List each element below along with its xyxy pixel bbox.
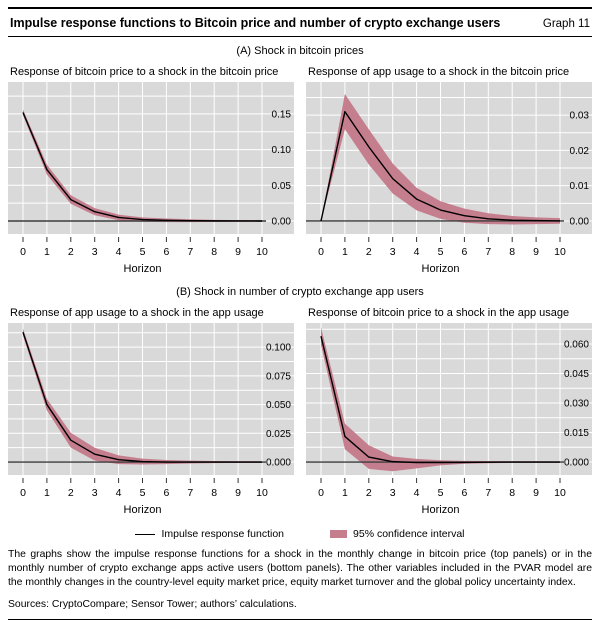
- panel-title: Response of app usage to a shock in the bitcoin price: [308, 66, 570, 78]
- svg-text:10: 10: [256, 246, 268, 258]
- svg-text:3: 3: [389, 487, 396, 499]
- svg-text:0.000: 0.000: [265, 457, 291, 469]
- figure-title: Impulse response functions to Bitcoin price and number of crypto exchange users: [10, 16, 501, 30]
- svg-text:0.15: 0.15: [271, 109, 291, 121]
- panel-bitcoin-to-appusage: [306, 66, 592, 278]
- panel-bitcoin-to-bitcoin: [8, 66, 294, 278]
- svg-text:5: 5: [437, 246, 444, 258]
- svg-text:0.030: 0.030: [563, 398, 589, 410]
- svg-text:8: 8: [211, 246, 218, 258]
- svg-text:3: 3: [389, 246, 396, 258]
- svg-text:0: 0: [318, 246, 324, 258]
- svg-text:4: 4: [115, 487, 122, 499]
- section-a-heading: (A) Shock in bitcoin prices: [236, 45, 364, 57]
- panel-appusage-to-appusage: [8, 307, 294, 519]
- panel-title: Response of bitcoin price to a shock in the app usage: [308, 307, 570, 319]
- svg-text:6: 6: [163, 246, 170, 258]
- irf-chart-bitcoin-to-appusage: [306, 82, 592, 278]
- svg-text:4: 4: [115, 246, 122, 258]
- figure-header: [8, 9, 592, 36]
- svg-text:0.060: 0.060: [563, 339, 589, 351]
- svg-text:0.00: 0.00: [271, 216, 291, 228]
- figure-footnote: The graphs show the impulse response functions for a shock in the monthly change in bitcoin price (top panels) or in the monthly number of crypto exchange apps active users (bottom panels). The other variables included in the PVAR model are the monthly changes in the country-level equity market price, equity market turnover and the global policy uncertainty index.: [8, 549, 592, 588]
- svg-text:6: 6: [461, 487, 468, 499]
- chart-legend: [8, 528, 592, 540]
- svg-text:10: 10: [554, 487, 566, 499]
- svg-text:6: 6: [163, 487, 170, 499]
- svg-text:0.02: 0.02: [569, 145, 589, 157]
- figure-sources: Sources: CryptoCompare; Sensor Tower; authors’ calculations.: [8, 599, 297, 611]
- irf-chart-bitcoin-to-bitcoin: [8, 82, 294, 278]
- irf-line-swatch-icon: [135, 534, 155, 535]
- svg-text:4: 4: [413, 246, 420, 258]
- confidence-band-swatch-icon: [330, 530, 347, 538]
- svg-text:Horizon: Horizon: [123, 263, 162, 275]
- svg-text:1: 1: [43, 246, 50, 258]
- panel-title: Response of app usage to a shock in the app usage: [10, 307, 264, 319]
- legend-item-confidence-band: [330, 528, 465, 540]
- svg-text:0.100: 0.100: [265, 342, 291, 354]
- svg-text:3: 3: [91, 246, 98, 258]
- graph-number: Graph 11: [542, 18, 590, 30]
- svg-text:7: 7: [187, 487, 194, 499]
- svg-text:0.015: 0.015: [563, 428, 589, 440]
- legend-item-irf-line: [135, 528, 284, 540]
- svg-text:0.000: 0.000: [563, 457, 589, 469]
- svg-text:9: 9: [533, 246, 540, 258]
- svg-text:0.050: 0.050: [265, 400, 291, 412]
- svg-text:0: 0: [20, 487, 26, 499]
- svg-text:0.025: 0.025: [265, 428, 291, 440]
- svg-text:1: 1: [341, 487, 348, 499]
- svg-text:Horizon: Horizon: [421, 504, 460, 516]
- svg-text:0.075: 0.075: [265, 371, 291, 383]
- section-b-heading: (B) Shock in number of crypto exchange app users: [176, 286, 424, 298]
- panel-row-top: [8, 66, 592, 278]
- svg-text:0: 0: [20, 246, 26, 258]
- svg-text:Horizon: Horizon: [421, 263, 460, 275]
- svg-text:1: 1: [341, 246, 348, 258]
- svg-text:9: 9: [533, 487, 540, 499]
- svg-text:2: 2: [365, 487, 372, 499]
- svg-text:3: 3: [91, 487, 98, 499]
- legend-label-band: 95% confidence interval: [353, 528, 465, 540]
- bottom-rule: [8, 619, 592, 620]
- svg-text:0.10: 0.10: [271, 145, 291, 157]
- svg-text:0.045: 0.045: [563, 369, 589, 381]
- svg-text:9: 9: [235, 246, 242, 258]
- svg-text:0.00: 0.00: [569, 216, 589, 228]
- svg-text:7: 7: [485, 246, 492, 258]
- svg-text:4: 4: [413, 487, 420, 499]
- header-rule: [8, 36, 592, 37]
- panel-row-bottom: [8, 307, 592, 519]
- svg-text:0.01: 0.01: [569, 181, 589, 193]
- svg-text:5: 5: [139, 246, 146, 258]
- legend-label-irf: Impulse response function: [161, 528, 285, 540]
- irf-chart-appusage-to-bitcoin: [306, 323, 592, 519]
- svg-text:10: 10: [256, 487, 268, 499]
- svg-text:2: 2: [67, 246, 74, 258]
- panel-title: Response of bitcoin price to a shock in the bitcoin price: [10, 66, 279, 78]
- svg-text:2: 2: [365, 246, 372, 258]
- svg-text:7: 7: [485, 487, 492, 499]
- svg-text:0.05: 0.05: [271, 180, 291, 192]
- svg-text:8: 8: [509, 487, 516, 499]
- svg-text:9: 9: [235, 487, 242, 499]
- svg-text:1: 1: [43, 487, 50, 499]
- svg-text:10: 10: [554, 246, 566, 258]
- svg-text:5: 5: [139, 487, 146, 499]
- panel-appusage-to-bitcoin: [306, 307, 592, 519]
- svg-text:6: 6: [461, 246, 468, 258]
- svg-text:8: 8: [211, 487, 218, 499]
- svg-text:5: 5: [437, 487, 444, 499]
- svg-text:8: 8: [509, 246, 516, 258]
- svg-text:7: 7: [187, 246, 194, 258]
- svg-text:0: 0: [318, 487, 324, 499]
- svg-text:Horizon: Horizon: [123, 504, 162, 516]
- svg-text:2: 2: [67, 487, 74, 499]
- irf-chart-appusage-to-appusage: [8, 323, 294, 519]
- svg-text:0.03: 0.03: [569, 110, 589, 122]
